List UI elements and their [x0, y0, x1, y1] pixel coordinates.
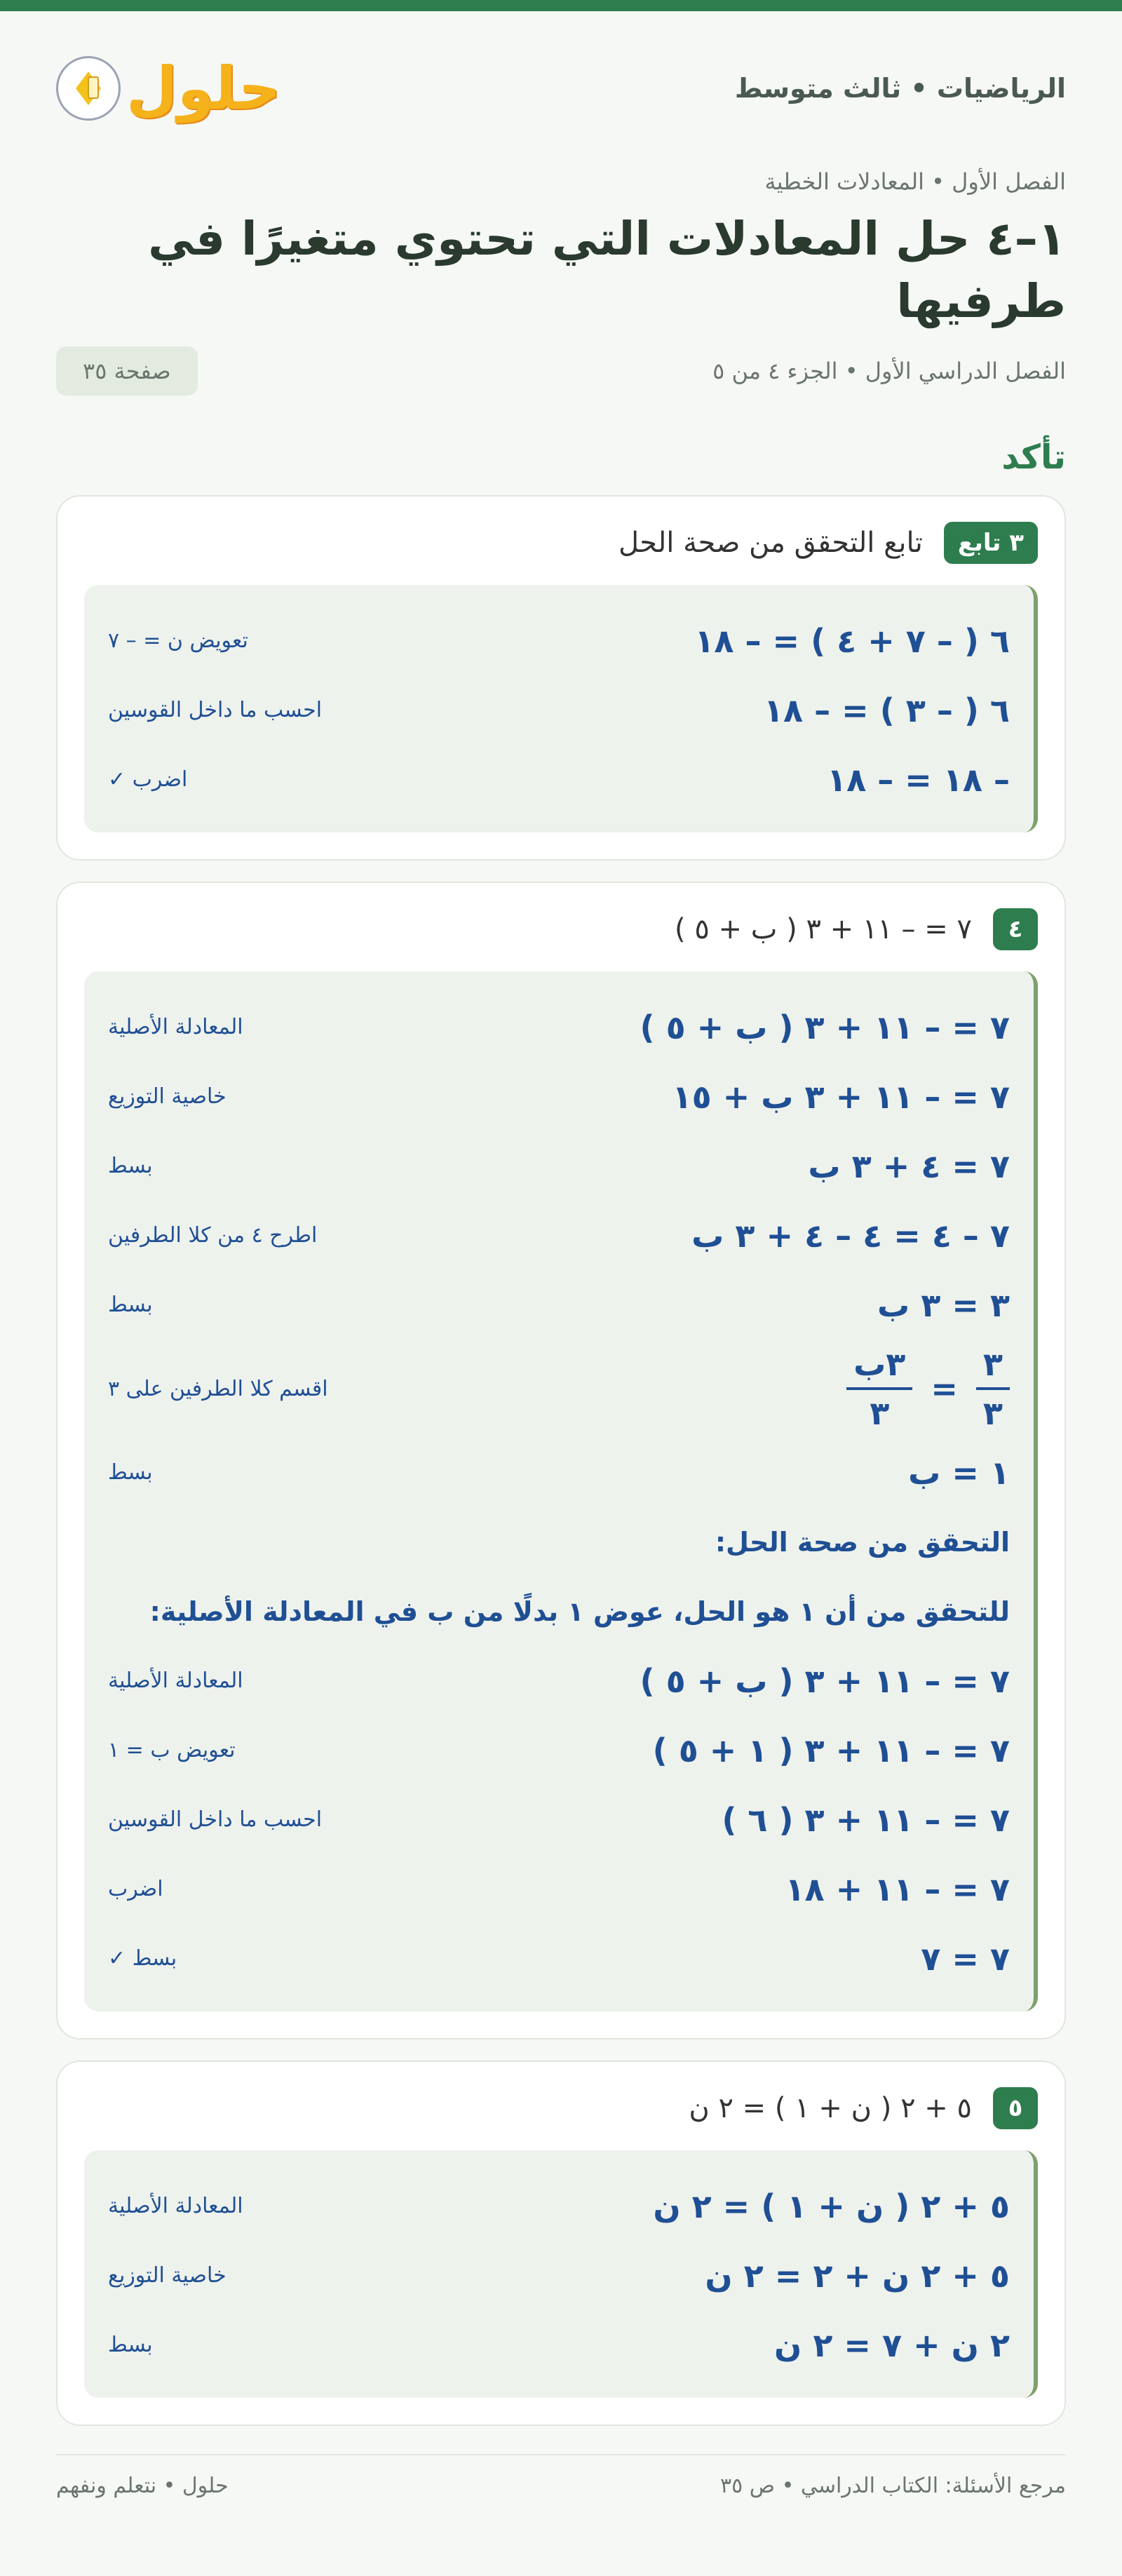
solution-step [108, 1131, 1010, 1201]
step-note: خاصية التوزيع [108, 1084, 227, 1110]
step-note: اقسم كلا الطرفين على ٣ [108, 1376, 328, 1401]
step-note: تعويض ب = ١ [108, 1738, 236, 1763]
solution-step [108, 745, 1010, 814]
step-equation: ٦ ( – ٧ + ٤ ) = – ١٨ [694, 621, 1010, 660]
step-note: احسب ما داخل القوسين [108, 698, 323, 723]
step-equation: – ١٨ = – ١٨ [827, 760, 1010, 799]
question-number-badge: ٤ [993, 908, 1038, 950]
step-equation: ٧ = ٤ + ٣ ب [808, 1147, 1010, 1185]
step-equation: ٧ = – ١١ + ٣ ب + ١٥ [672, 1077, 1010, 1116]
fraction-right [846, 1345, 912, 1432]
question-card-5 [56, 2061, 1066, 2426]
step-equation: ١ = ب [908, 1453, 1010, 1492]
fraction-left [976, 1345, 1010, 1432]
numerator: ٣ب [846, 1345, 912, 1390]
step-note: اطرح ٤ من كلا الطرفين [108, 1223, 318, 1248]
step-note: اضرب ✓ [108, 767, 188, 793]
question-header [84, 908, 1038, 950]
step-note: المعادلة الأصلية [108, 2194, 243, 2219]
step-equation: ٥ + ٢ ن + ٢ = ٢ ن [705, 2256, 1010, 2295]
footer-brand: حلول • نتعلم ونفهم [56, 2474, 229, 2499]
step-note: بسط [108, 1293, 153, 1318]
denominator: ٣ [870, 1394, 890, 1433]
term-info: الفصل الدراسي الأول • الجزء ٤ من ٥ [712, 358, 1066, 385]
step-equation: ٧ = – ١١ + ١٨ [785, 1870, 1010, 1908]
solution-box [84, 2150, 1038, 2398]
check-step [108, 1646, 1010, 1715]
step-equation: ٣ = ٣ ب [877, 1286, 1010, 1324]
question-header [84, 522, 1038, 564]
fraction-equation [846, 1345, 1010, 1432]
step-note: احسب ما داخل القوسين [108, 1807, 323, 1833]
top-accent-bar [0, 0, 1122, 11]
question-text: ٥ + ٢ ( ن + ١ ) = ٢ ن [689, 2092, 972, 2125]
meta-row [56, 346, 1066, 396]
solution-step [108, 606, 1010, 675]
step-equation: ٧ = – ١١ + ٣ ( ب + ٥ ) [640, 1008, 1010, 1046]
solution-step [108, 1270, 1010, 1340]
solution-step [108, 2241, 1010, 2310]
step-equation: ٦ ( – ٣ ) = – ١٨ [763, 691, 1010, 729]
solution-step [108, 992, 1010, 1062]
logo-wordmark: حلول [126, 54, 281, 123]
equals-sign: = [931, 1370, 958, 1408]
check-step [108, 1785, 1010, 1854]
step-note: المعادلة الأصلية [108, 1015, 243, 1040]
step-note: بسط [108, 1460, 153, 1485]
check-heading: التحقق من صحة الحل: [715, 1526, 1010, 1558]
page-footer [56, 2454, 1066, 2498]
step-equation: ٧ = – ١١ + ٣ ( ٦ ) [722, 1800, 1010, 1839]
book-icon [56, 56, 121, 121]
solution-step [108, 2171, 1010, 2241]
check-step [108, 1715, 1010, 1785]
step-equation: ٧ = – ١١ + ٣ ( ب + ٥ ) [640, 1661, 1010, 1700]
step-equation: ٧ = – ١١ + ٣ ( ١ + ٥ ) [652, 1731, 1010, 1769]
step-note: بسط [108, 2333, 153, 2358]
question-text: تابع التحقق من صحة الحل [618, 527, 923, 560]
subject-label: الرياضيات • ثالث متوسط [734, 73, 1066, 104]
check-intro: للتحقق من أن ١ هو الحل، عوض ١ بدلًا من ب في المعادلة الأصلية: [149, 1596, 1010, 1627]
page-header [56, 11, 1066, 166]
page-number-badge: صفحة ٣٥ [56, 346, 198, 396]
step-note: بسط [108, 1154, 153, 1179]
footer-reference: مرجع الأسئلة: الكتاب الدراسي • ص ٣٥ [720, 2474, 1066, 2499]
step-note: اضرب [108, 1877, 163, 1902]
breadcrumb: الفصل الأول • المعادلات الخطية [764, 168, 1066, 195]
brand-logo[interactable] [56, 56, 280, 121]
solution-box [84, 971, 1038, 2011]
step-equation: ٧ = ٧ [921, 1939, 1010, 1978]
section-title: تأكد [1001, 438, 1066, 478]
question-number-badge: ٣ تابع [944, 522, 1038, 564]
page-title: ١–٤ حل المعادلات التي تحتوي متغيرًا في طرفيها [148, 212, 1066, 329]
step-equation: ٢ ن + ٧ = ٢ ن [774, 2326, 1010, 2364]
question-card-3 [56, 495, 1066, 861]
step-note: خاصية التوزيع [108, 2263, 227, 2288]
step-equation: ٧ – ٤ = ٤ – ٤ + ٣ ب [691, 1216, 1010, 1255]
question-number-badge: ٥ [993, 2087, 1038, 2129]
question-header [84, 2087, 1038, 2129]
step-note: بسط ✓ [108, 1946, 177, 1971]
solution-step [108, 675, 1010, 745]
solution-step [108, 1201, 1010, 1270]
solution-step [108, 1438, 1010, 1507]
solution-step [108, 1062, 1010, 1131]
check-step [108, 1924, 1010, 1993]
step-equation: ٥ + ٢ ( ن + ١ ) = ٢ ن [653, 2187, 1010, 2225]
question-text: ٧ = – ١١ + ٣ ( ب + ٥ ) [674, 913, 972, 946]
page-content [56, 11, 1066, 2498]
question-card-4 [56, 882, 1066, 2039]
step-note: المعادلة الأصلية [108, 1668, 243, 1694]
numerator: ٣ [976, 1345, 1010, 1390]
solution-step [108, 2310, 1010, 2380]
solution-box [84, 585, 1038, 832]
step-note: تعويض ن = – ٧ [108, 628, 248, 654]
solution-step-fraction [108, 1340, 1010, 1438]
check-step [108, 1854, 1010, 1924]
denominator: ٣ [982, 1394, 1003, 1433]
